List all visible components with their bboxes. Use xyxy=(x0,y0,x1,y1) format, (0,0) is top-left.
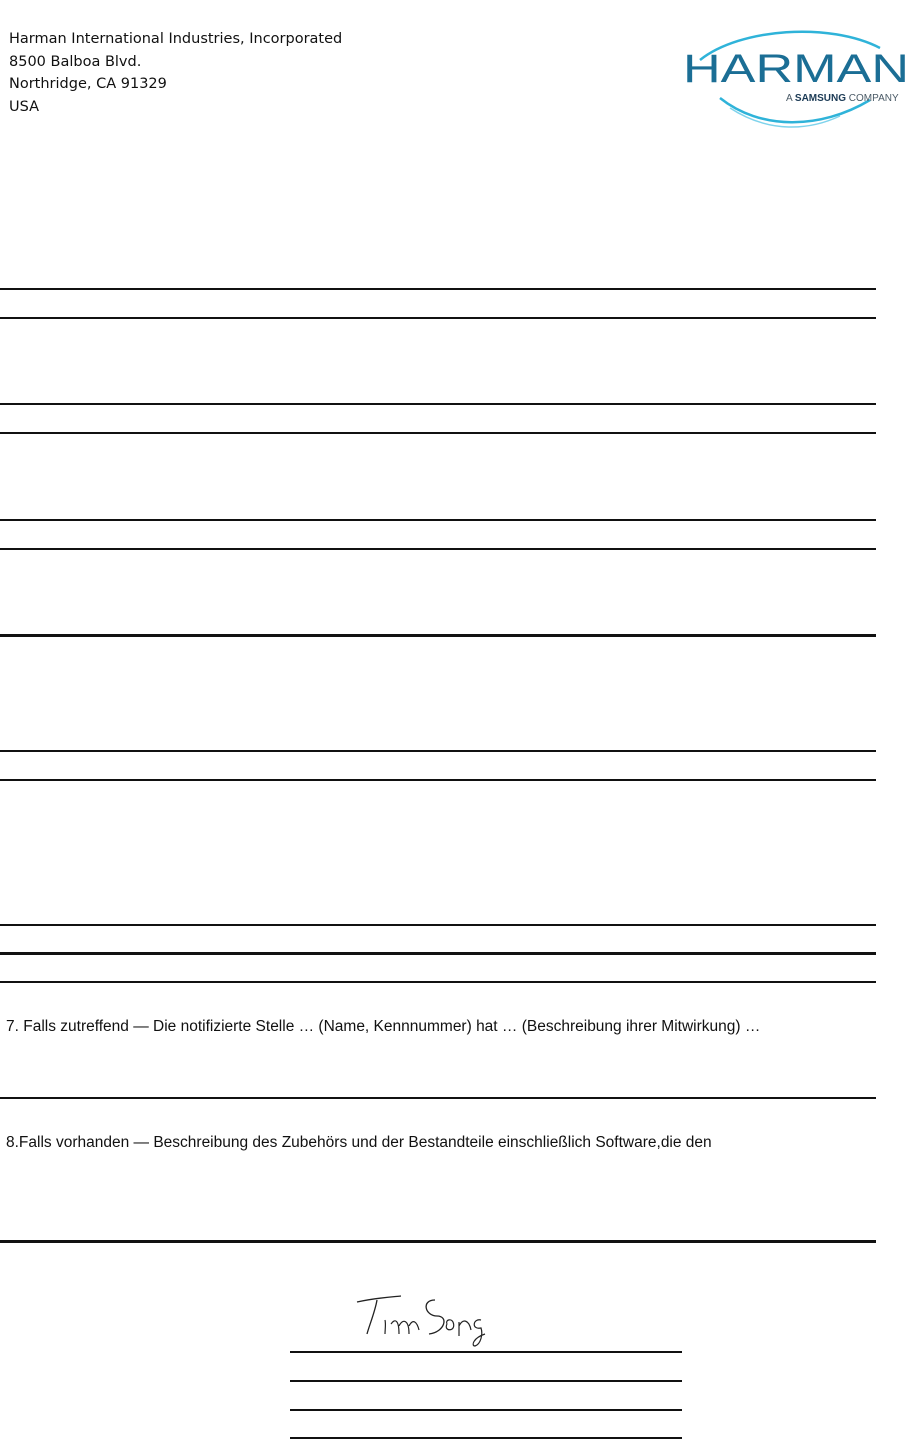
form-rule xyxy=(0,1240,876,1243)
form-rule xyxy=(0,317,876,319)
logo-tagline-brand: SAMSUNG xyxy=(794,93,847,104)
address-line-street: 8500 Balboa Blvd. xyxy=(9,53,142,70)
form-rule xyxy=(0,779,876,781)
form-rule xyxy=(0,924,876,926)
form-rule xyxy=(0,288,876,290)
logo-tagline-prefix: A xyxy=(786,93,795,104)
handwritten-signature xyxy=(355,1290,495,1350)
form-rule xyxy=(0,519,876,521)
form-rule xyxy=(0,403,876,405)
form-rule xyxy=(0,634,876,637)
form-rule xyxy=(0,548,876,550)
signature-rule xyxy=(290,1437,682,1439)
form-rule xyxy=(0,981,876,983)
address-line-city: Northridge, CA 91329 xyxy=(9,76,167,92)
harman-logo xyxy=(680,30,912,130)
item-7-text: 7. Falls zutreffend — Die notifizierte Stelle … (Name, Kennnummer) hat … (Beschreibung ihrer Mitwirkung) … xyxy=(6,1018,761,1035)
address-line-company: Harman International Industries, Incorporated xyxy=(9,31,343,47)
form-rule xyxy=(0,750,876,752)
address-line-country: USA xyxy=(9,98,40,115)
logo-brand: HARMAN xyxy=(683,47,909,91)
form-rule xyxy=(0,952,876,955)
logo-tagline xyxy=(786,93,899,104)
form-rule xyxy=(0,432,876,434)
signature-rule xyxy=(290,1380,682,1382)
logo-swoosh-bottom-2 xyxy=(730,108,840,127)
form-rule xyxy=(0,1097,876,1099)
signature-rule xyxy=(290,1351,682,1353)
logo-tagline-suffix: COMPANY xyxy=(846,93,899,104)
signature-rule xyxy=(290,1409,682,1411)
company-address xyxy=(9,28,342,118)
item-8-text: 8.Falls vorhanden — Beschreibung des Zubehörs und der Bestandteile einschließlich Software,die den xyxy=(6,1134,712,1151)
